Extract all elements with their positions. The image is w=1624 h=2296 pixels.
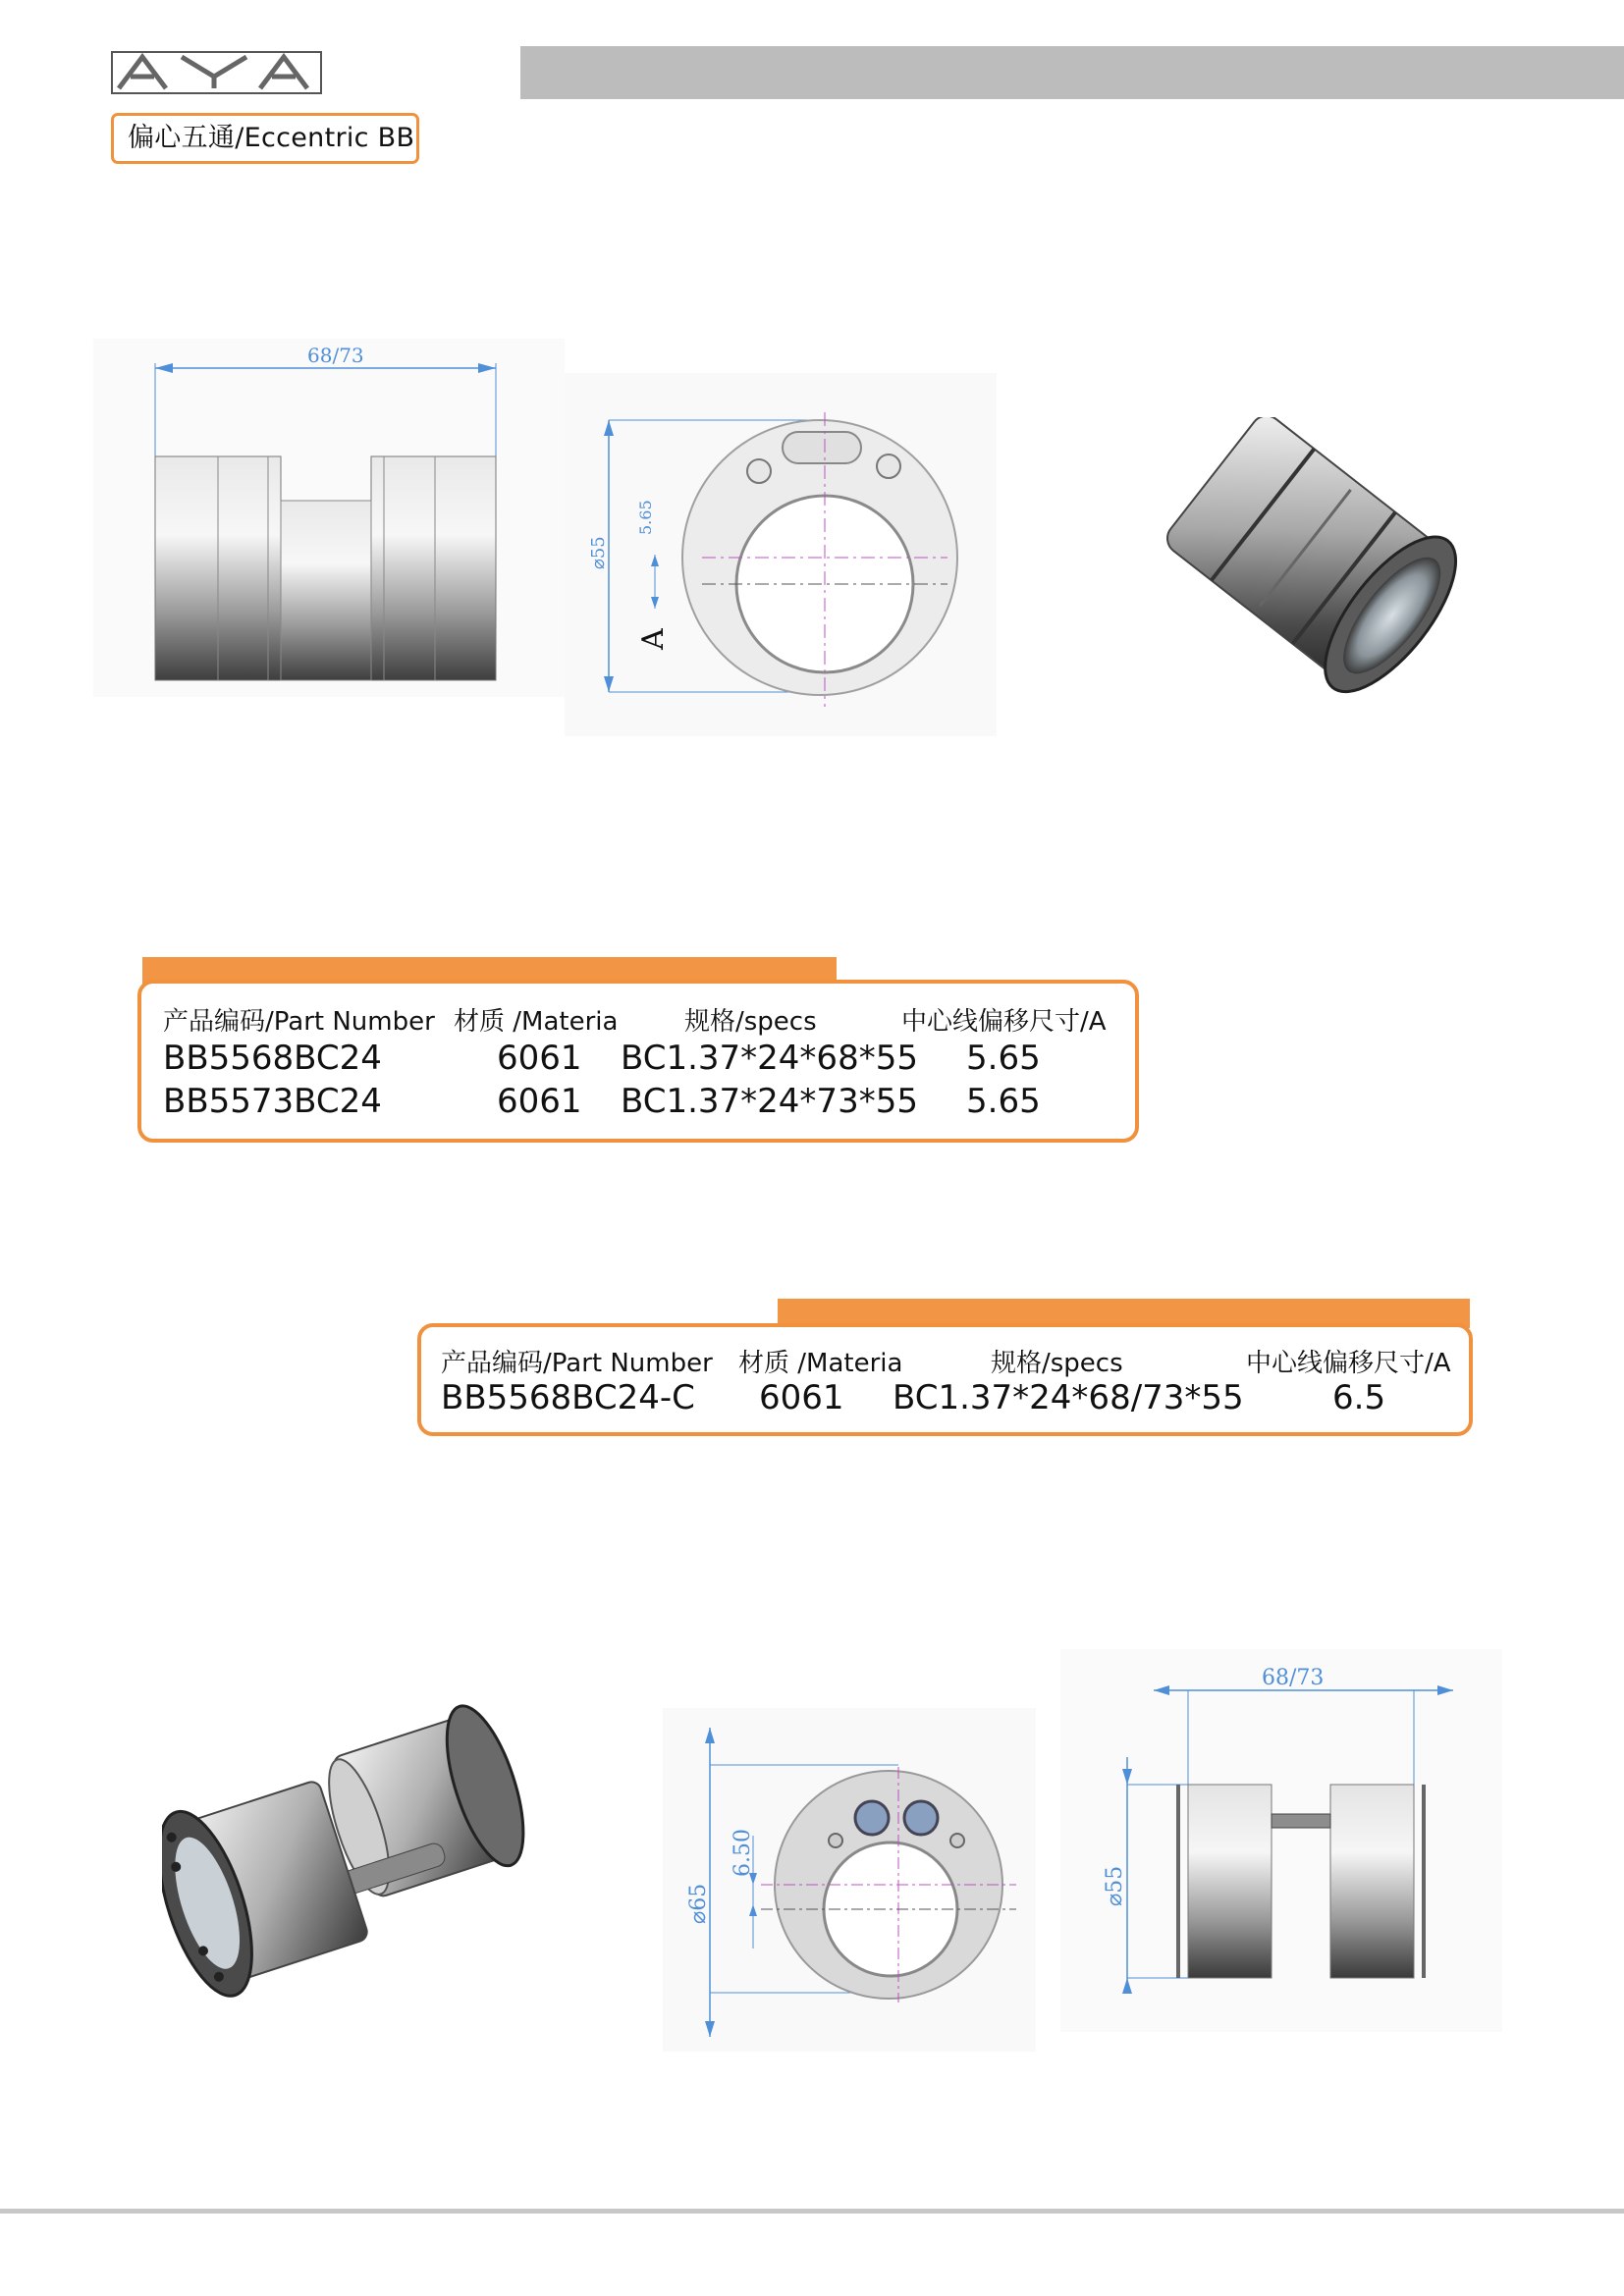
table2-header-offset: 中心线偏移尺寸/A (1246, 1349, 1451, 1378)
table1-header-specs: 规格/specs (684, 1007, 817, 1037)
table1-row2-offset: 5.65 (966, 1082, 1041, 1121)
bottom-side-view-drawing (1060, 1649, 1502, 2032)
width-label: 68/73 (307, 344, 364, 367)
top-3d-render (1144, 417, 1458, 721)
marker-a: A (636, 628, 671, 650)
bottom-height-label: ⌀55 (1103, 1865, 1127, 1906)
bottom-offset-label: 6.50 (731, 1829, 755, 1877)
table1-row2-specs: BC1.37*24*73*55 (621, 1082, 918, 1121)
offset-label: 5.65 (636, 500, 655, 535)
bottom-face-view-drawing (663, 1708, 1036, 2052)
table1-box (137, 980, 1139, 1143)
table1-row2-material: 6061 (497, 1082, 582, 1121)
table2-row1-material: 6061 (759, 1378, 844, 1417)
table2-row1-part-number: BB5568BC24-C (441, 1378, 695, 1417)
table2-row1-offset: 6.5 (1332, 1378, 1386, 1417)
table1-header-part-number: 产品编码/Part Number (163, 1007, 435, 1037)
table1-row1-part-number: BB5568BC24 (163, 1039, 382, 1078)
brand-logo (111, 51, 322, 94)
top-face-view-drawing (565, 373, 997, 736)
table1-header-material: 材质 /Materia (454, 1007, 619, 1037)
table1-row1-offset: 5.65 (966, 1039, 1041, 1078)
diameter-label: ⌀55 (588, 536, 609, 569)
table1-row1-specs: BC1.37*24*68*55 (621, 1039, 918, 1078)
bottom-width-label: 68/73 (1262, 1666, 1325, 1690)
table2-row1-specs: BC1.37*24*68/73*55 (893, 1378, 1244, 1417)
table2-header-specs: 规格/specs (991, 1349, 1123, 1378)
table1-header-offset: 中心线偏移尺寸/A (901, 1007, 1107, 1037)
section-title: 偏心五通/Eccentric BB (111, 113, 419, 164)
top-side-view-drawing (93, 339, 565, 697)
footer-divider (0, 2209, 1624, 2214)
table1-row1-material: 6061 (497, 1039, 582, 1078)
logo-text: AYA (216, 80, 218, 81)
bottom-3d-render (162, 1688, 574, 2022)
table2-header-part-number: 产品编码/Part Number (441, 1349, 713, 1378)
table2-header-material: 材质 /Materia (738, 1349, 903, 1378)
table2-box (417, 1323, 1473, 1436)
bottom-diameter-label: ⌀65 (686, 1883, 711, 1924)
table1-row2-part-number: BB5573BC24 (163, 1082, 382, 1121)
